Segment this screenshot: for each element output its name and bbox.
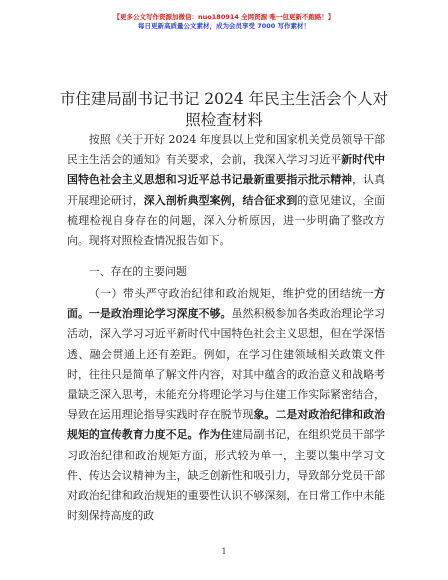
subsection-body-1: 虽然积极参加各类政治理论学习活动，深入学习习近平新时代中国特色社会主义思想，但在学深悟透、融会贯通上还有差距。例如，在学习住建领域相关政策文件时，往往只是简单了解文件内容，对其中蕴含的政治意义和战略考量缺乏深入思考，未能充分将理论学习与住建工作实际紧密结合，导致在运用理论指导实践时存在脱节现 — [67, 307, 385, 422]
subsection-body-3: 建局副书记，在组织党员干部学习政治纪律和政治规矩方面，形式较为单一，主要以集中学习文件、传达会议精神为主，缺乏创新性和吸引力，导致部分党员干部对政治纪律和政治规矩的重要性认识不够深刻，在日常工作中未能时刻保持高度的政 — [67, 428, 385, 523]
intro-paragraph — [67, 130, 385, 251]
intro-text-1: 按照《关于开好 2024 年度县以上党和国家机关党员领导干部民主生活会的通知》有关要求，会前，我深入学习习近平 — [67, 133, 385, 167]
title-line-2: 照检查材料 — [185, 111, 263, 129]
subsection-heading-bold: 方面。一是政治理论学习深度不够。 — [67, 287, 385, 321]
intro-bold-2: 深入剖析典型案例，结合征求到 — [143, 193, 298, 207]
intro-text-3: 的意见建议，全面梳理检视自身存在的问题，深入分析原因，进一步明确了整改方向。现将对照检查情况报告如下。 — [67, 193, 385, 248]
section-1-heading — [67, 262, 385, 282]
section-heading-text: 一、存在的主要问题 — [88, 265, 187, 278]
subsection-1-paragraph — [67, 284, 385, 526]
promo-banner — [0, 13, 448, 31]
subsection-body-bold: 象。二是对政治纪律和政治规矩的宣传教育力度不足。作为住 — [67, 408, 385, 442]
document-title — [40, 89, 408, 131]
intro-bold-1: 新时代中国特色社会主义思想和习近平总书记最新重要指示批示精神 — [67, 153, 385, 187]
subsection-heading-normal: （一）带头严守政治纪律和政治规矩，维护党的团结统一 — [88, 287, 375, 300]
promo-line-2: 每日更新高质量公文素材，成为会员享受 7000 写作素材！ — [137, 22, 311, 30]
promo-line-1: 【更多公文写作资源加微信：nuo180914 全网资源 唯一包更新不跑路！】 — [113, 13, 335, 21]
title-line-1: 市住建局副书记书记 2024 年民主生活会个人对 — [59, 90, 389, 108]
page-number: 1 — [221, 547, 227, 556]
intro-text-2: ，认真开展理论研讨， — [67, 173, 385, 207]
